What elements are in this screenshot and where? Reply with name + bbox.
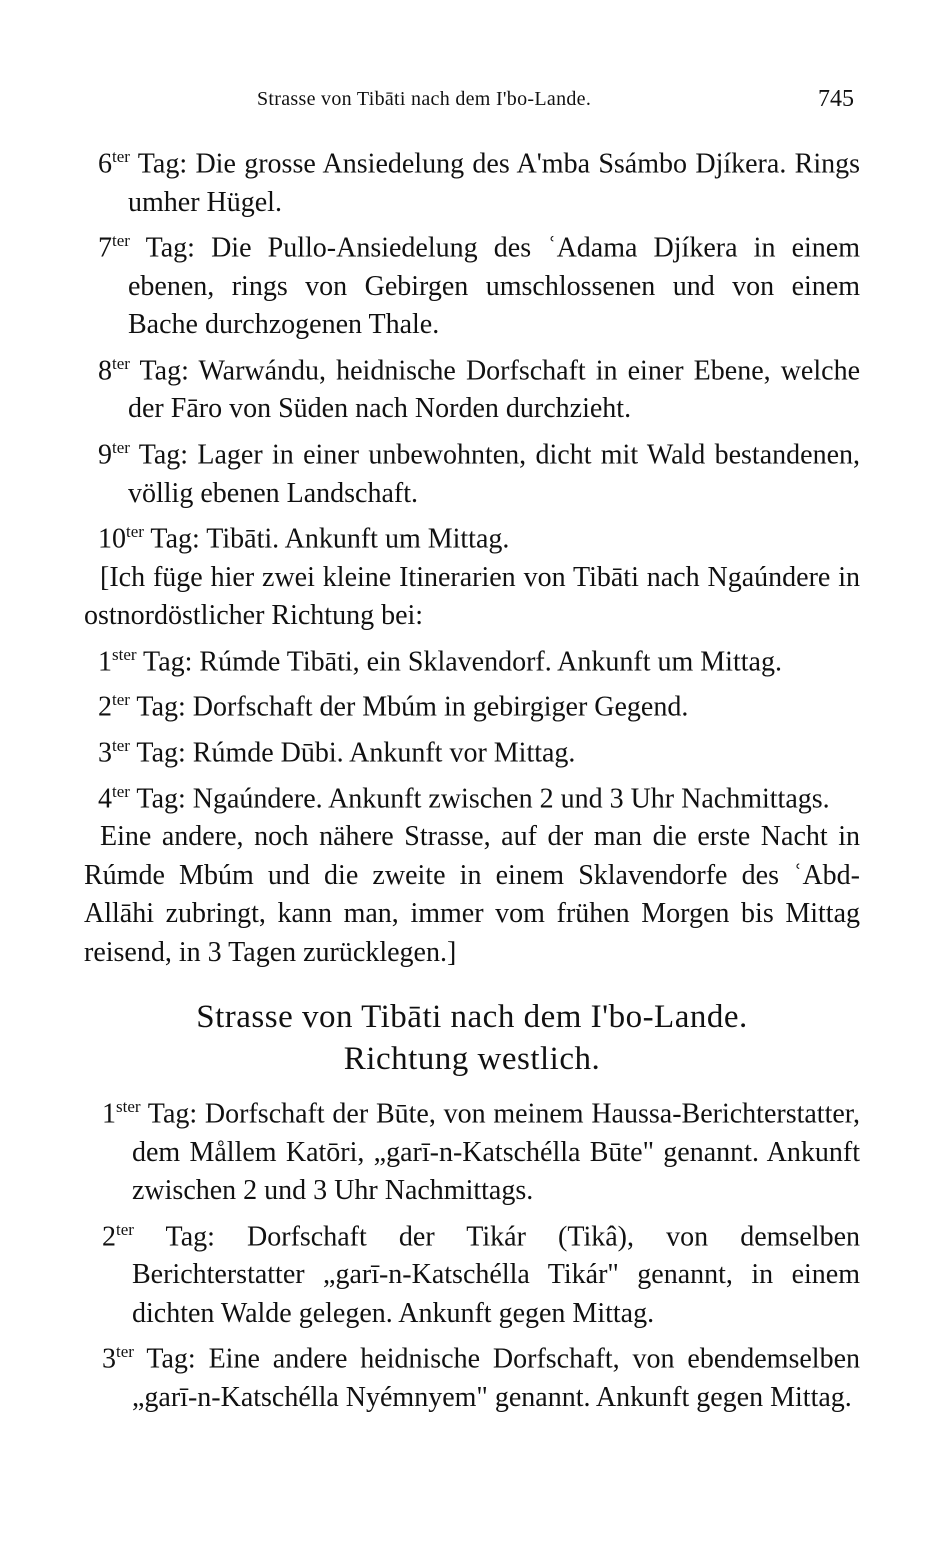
itinerary-entry: $1^{ster}$ Tag: Rúmde Tibāti, ein Sklavendorf. Ankunft um Mittag. (98, 644, 782, 677)
itinerary-entry: $2^{ter}$ Tag: Dorfschaft der Tikár (Tikâ), von demselben Berichterstatter „garī-n-Katschélla Tikár" genannt, in einem dichten Walde gelegen. Ankunft gegen Mittag. (102, 1219, 860, 1329)
itinerary-entry: $3^{ter}$ Tag: Rúmde Dūbi. Ankunft vor Mittag. (98, 735, 576, 769)
itinerary-entry: $7^{ter}$ Tag: Die Pullo-Ansiedelung des ʿAdama Djíkera in einem ebenen, rings von Gebirgen umschlossenen und von einem Bache durchzogenen Thale. (98, 231, 860, 341)
itinerary-entry: $3^{ter}$ Tag: Eine andere heidnische Dorfschaft, von ebendemselben „garī-n-Katschélla Nyémnyem" genannt. Ankunft gegen Mittag. (102, 1342, 860, 1413)
itinerary-entry: $6^{ter}$ Tag: Die grosse Ansiedelung des A'mba Ssámbo Djíkera. Rings umher Hügel. (98, 147, 860, 218)
itinerary-entry: $1^{ster}$ Tag: Dorfschaft der Būte, von meinem Haussa-Berichterstatter, dem Mållem Katōri, „garī-n-Katschélla Būte" genannt. Ankunft zwischen 2 und 3 Uhr Nachmittags. (102, 1097, 860, 1207)
itinerary-entry: $8^{ter}$ Tag: Warwándu, heidnische Dorfschaft in einer Ebene, welche der Fāro von Süden nach Norden durchzieht. (98, 353, 860, 425)
section-heading (84, 996, 860, 1080)
itinerary-entry: $10^{ter}$ Tag: Tibāti. Ankunft um Mittag. (98, 521, 510, 555)
section-title: Strasse von Tibāti nach dem I'bo-Lande. (196, 999, 748, 1035)
closing-paragraph: Eine andere, noch nähere Strasse, auf der man die erste Nacht in Rúmde Mbúm und die zweite in einem Sklavendorfe des ʿAbd-Allāhi zubringt, kann man, immer vom frühen Morgen bis Mittag reisend, in 3 Tagen zurücklegen.] (84, 821, 860, 968)
intro-paragraph: [Ich füge hier zwei kleine Itinerarien von Tibāti nach Ngaúndere in ostnordöstlicher Richtung bei: (84, 561, 860, 632)
itinerary-entry: $2^{ter}$ Tag: Dorfschaft der Mbúm in gebirgiger Gegend. (98, 690, 689, 723)
itinerary-block-1 (84, 138, 860, 972)
itinerary-entry: $4^{ter}$ Tag: Ngaúndere. Ankunft zwischen 2 und 3 Uhr Nachmittags. (98, 781, 830, 815)
page-number: 745 (818, 86, 854, 112)
section-subtitle: Richtung westlich. (343, 1041, 601, 1077)
itinerary-block-2 (84, 1088, 860, 1417)
running-title: Strasse von Tibāti nach dem I'bo-Lande. (257, 88, 592, 110)
itinerary-entry: $9^{ter}$ Tag: Lager in einer unbewohnten, dicht mit Wald bestandenen, völlig ebenen Landschaft. (98, 437, 860, 509)
